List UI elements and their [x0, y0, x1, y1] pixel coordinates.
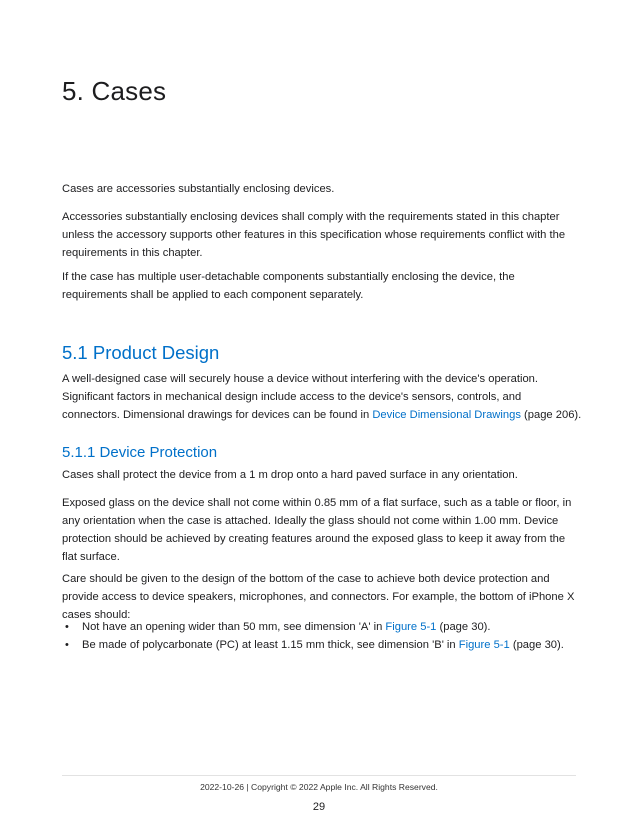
- section-5-1-paragraph: [62, 370, 582, 424]
- requirements-list: [62, 618, 582, 654]
- intro-text-1: Cases are accessories substantially enclosing devices.: [62, 183, 335, 195]
- footer-divider: [62, 775, 576, 776]
- section-heading-5-1-1: 5.1.1 Device Protection: [62, 444, 218, 461]
- list-item-page-ref: (page 30).: [509, 639, 564, 651]
- section-5-1-body: [62, 370, 582, 424]
- intro-paragraph-3: [62, 268, 582, 304]
- intro-text-2: Accessories substantially enclosing devices shall comply with the requirements stated in this chapter unless the accessory supports other features in this specification whose requirements conflict with the requirements in this chapter.: [62, 211, 566, 259]
- figure-5-1-link[interactable]: Figure 5-1: [458, 639, 510, 651]
- intro-paragraph-1: [62, 180, 582, 198]
- protection-text-2: Exposed glass on the device shall not come within 0.85 mm of a flat surface, such as a table or floor, in any orientation when the case is attached. Ideally the glass should not come within 1.00 mm. Device protection should be achieved by creating features around the exposed glass to keep it away from the flat surface.: [62, 497, 572, 563]
- body-text: A well-designed case will securely house a device without interfering with the device's operation. Significant factors in mechanical design include access to the device's sensors, controls, and connectors. Dimensional drawings for devices can be found in: [62, 373, 538, 421]
- chapter-title: 5. Cases: [62, 76, 167, 106]
- protection-paragraph-3: [62, 570, 582, 624]
- section-heading-5-1: 5.1 Product Design: [62, 342, 220, 363]
- list-item-page-ref: (page 30).: [436, 621, 491, 633]
- intro-paragraph-2: [62, 208, 582, 262]
- protection-text-3: Care should be given to the design of the bottom of the case to achieve both device protection and provide access to device speakers, microphones, and connectors. For example, the bottom of iPhone X cases should:: [62, 573, 575, 621]
- protection-paragraph-1: [62, 466, 582, 484]
- bullet-icon: •: [65, 621, 69, 633]
- figure-5-1-link[interactable]: Figure 5-1: [385, 621, 437, 633]
- list-item-text: Be made of polycarbonate (PC) at least 1.15 mm thick, see dimension 'B' in: [82, 639, 459, 651]
- footer-copyright: 2022-10-26 | Copyright © 2022 Apple Inc. All Rights Reserved.: [200, 782, 438, 792]
- intro-text-3: If the case has multiple user-detachable components substantially enclosing the device, the requirements shall be applied to each component separately.: [62, 271, 515, 301]
- list-item: [62, 618, 582, 636]
- list-item: [62, 636, 582, 654]
- list-item-text: Not have an opening wider than 50 mm, see dimension 'A' in: [82, 621, 386, 633]
- body-text-page-ref: (page 206).: [520, 409, 582, 421]
- page-number: 29: [312, 801, 326, 813]
- bullet-icon: •: [65, 639, 69, 651]
- section-5-1: [62, 342, 582, 364]
- device-dimensional-drawings-link[interactable]: Device Dimensional Drawings: [372, 409, 521, 421]
- protection-text-1: Cases shall protect the device from a 1 m drop onto a hard paved surface in any orientation.: [62, 469, 518, 481]
- section-5-1-1: [62, 444, 582, 461]
- protection-paragraph-2: [62, 494, 582, 566]
